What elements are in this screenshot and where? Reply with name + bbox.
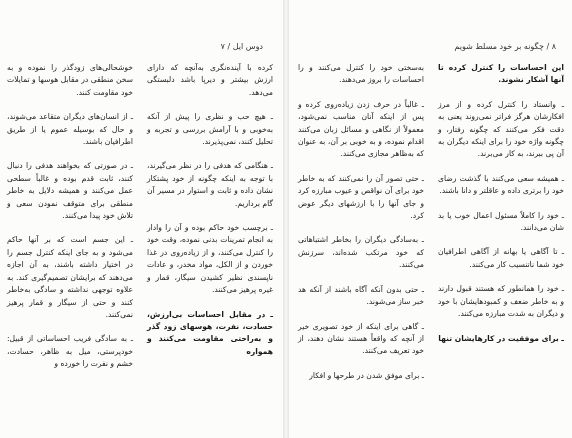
paragraph: ـ برای موفقیت در کارهایشان تنها (438, 333, 564, 343)
paragraph: ـ هیچ حب و نظری را پیش از آنکه به‌خوبی و با آرامش بررسی و تجربه و تحلیل کنند، نمی‌پذیرند. (147, 112, 273, 147)
paragraph: کرده با آینده‌نگری به‌آنچه که دارای ارزش بیشتر و دیرپا باشد دلبستگی می‌دهد. (147, 63, 273, 97)
paragraph: ـ خود را همانطور که هستند قبول دارند و به خاطر ضعف و کمبودهایشان با خود و دیگران به شدت مبارزه می‌کنند. (438, 284, 564, 319)
page-header-text: ۸ / چگونه بر خود مسلط شویم (454, 42, 556, 51)
paragraph: ـ در مقابل احساسات بی‌ارزش، حسادت، نفرت، هوسهای زود گذر و به‌راحتی مقاومت می‌کنند و همواره (147, 309, 273, 356)
right-page-left-column (298, 62, 424, 394)
left-page (0, 0, 283, 438)
right-page (289, 0, 572, 438)
paragraph: این احساسات را کنترل کرده تا آنها آشکار نشوند. (438, 63, 564, 85)
paragraph: ـ برای موفق شدن در طرحها و افکار (309, 370, 424, 380)
paragraph: ـ خود را کاملاً مسئول اعمال خوب یا بد شان می‌دانند. (438, 210, 564, 233)
paragraph: خوشحالی‌های زودگذر را نموده و به سخن منطقی در مقابل هوسها و تمایلات خود مقاومت کنند. (7, 63, 133, 97)
paragraph: ـ غالباً در حرف زدن زیاده‌روی کرده و پس از اینکه آنان مناسب نمی‌شود، معمولاً از نگاهی و مسائل زبان می‌کنند اقدام نموده، و به خوبی بر آن، به عنوان که به‌ظاهر مجازی می‌کنند. (298, 99, 424, 159)
right-page-right-column (438, 62, 564, 357)
left-page-right-column (147, 62, 273, 370)
page-header-text: دوس ایل / ۷ (220, 42, 263, 51)
left-page-left-column (7, 62, 133, 383)
paragraph: ـ همیشه سعی می‌کنند با گذشت رضای خود را برتری داده و عاقلتر و دانا باشند. (438, 173, 564, 196)
paragraph: ـ برچسب خود حاکم بوده و آن را وادار به انجام تمرینات بدنی نموده، وقت خود را کنترل می‌کنند، و از زیاده‌روی در غذا خوردن و از الکل، مواد مخدر، و عادات ناپسندی نظیر کشیدن سیگار، قمار و غیره پرهیز می‌کنند. (147, 223, 273, 295)
paragraph: ـ هنگامی که هدفی را در نظر می‌گیرند، با توجه به اینکه چگونه از خود پشتکار نشان داده و ثابت و استوار در مسیر آن گام برداریم. (147, 161, 273, 208)
paragraph: ـ گاهی برای اینکه از خود تصویری خیر از آنچه که واقعاً هستند نشان دهند، از خود تعریف می‌کنند. (298, 321, 424, 356)
paragraph: ـ تا آگاهی یا بهانه از آگاهی اطرافیان خود شما ناتنسیب کار می‌کنند. (438, 247, 564, 269)
page-header (10, 40, 273, 54)
paragraph: ـ در صورتی که بخواهند هدفی را دنبال کنند، ثابت قدم بوده و غالباً سطحی عمل می‌کنند و همیشه دلایل به خاطر منطقی برای متوقف نمودن سعی و تلاش خود پیدا می‌کنند. (7, 161, 133, 221)
paragraph: ـ حتی تصور آن را نمی‌کنند که به خاطر خود برای آن نواقص و عیوب مبارزه کرد و جای آنها را با ارزشهای دیگر عوض کرد. (298, 173, 424, 221)
paragraph: به‌سختی خود را کنترل می‌کنند و را احساسات را بروز می‌دهند. (298, 63, 424, 85)
page-header (299, 40, 562, 54)
paragraph: ـ وانستاد را کنترل کرده و از مرز افکارشان هرگز فراتر نمی‌روند یعنی به دقت فکر می‌کنند که چگونه رفتار، و چگونه واژه خود را برای اینکه دیگران به آن پی ببرند، به کار می‌برند. (438, 99, 564, 159)
paragraph: ـ حتی بدون آنکه آگاه باشند از آنکه هد خبر ساز می‌شوند. (298, 284, 424, 307)
paragraph: ـ به سادگی فریب احساساتی از قبیل: خودپرستی، میل به ظاهر، حسادت، خشم و نفرت را خورده و (7, 334, 133, 369)
paragraph: ـ این جسم است که بر آنها حاکم می‌شود و به جای اینکه کنترل جسم را در اختیار داشته باشند، به آن اجازه می‌دهند که برایشان تصمیم‌گیری کند. به علاوه توجهی نداشته و سادگی به‌خاطر کنند و حتی از سیگار و قمار پرهیز نمی‌کنند. (7, 235, 133, 319)
paragraph: ـ از انسان‌های دیگران متقاعد می‌شوند، و حال که بوسیله عموم یا از طریق اطرافیان باشند. (7, 112, 133, 147)
paragraph: ـ به‌سادگی دیگران را بخاطر اشتباهاتی که خود مرتکب شده‌اند، سرزنش می‌کنند. (298, 235, 424, 270)
